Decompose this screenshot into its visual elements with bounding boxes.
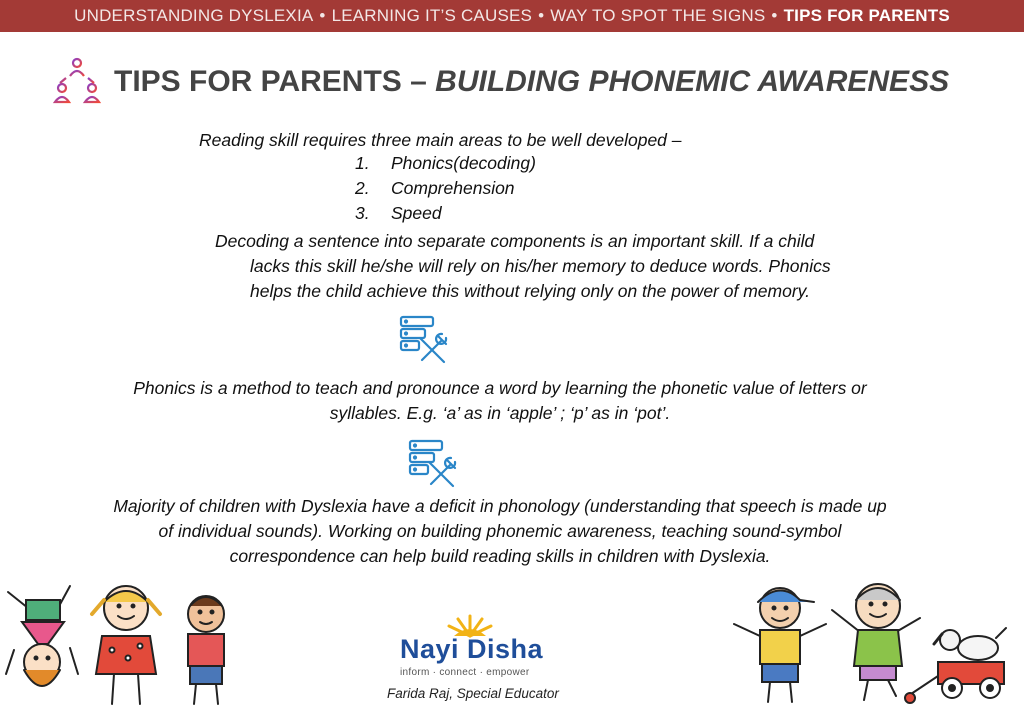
list-item [355,153,536,174]
nav-item-spot-signs[interactable]: WAY TO SPOT THE SIGNS [550,6,766,25]
page-title-row [52,52,949,112]
server-tools-icon [398,314,448,364]
nav-separator: • [771,6,778,25]
page-title-plain: TIPS FOR PARENTS – [114,65,436,98]
children-illustration-left [0,578,245,709]
nav-separator: • [319,6,326,25]
decoding-line-1: Decoding a sentence into separate components is an important skill. If a child [215,231,815,251]
list-item [355,203,442,224]
list-text: Speed [391,203,442,223]
dyslexia-line-3: correspondence can help build reading skills in children with Dyslexia. [229,546,771,566]
dyslexia-line-2: of individual sounds). Working on building phonemic awareness, teaching sound-symbol [158,521,842,541]
list-text: Comprehension [391,178,515,198]
phonics-line-2: syllables. E.g. ‘a’ as in ‘apple’ ; ‘p’ as in ‘pot’. [329,403,671,423]
nav-item-understanding-dyslexia[interactable]: UNDERSTANDING DYSLEXIA [74,6,314,25]
page-title [114,65,949,99]
intro-text: Reading skill requires three main areas to be well developed – [199,130,682,150]
list-number: 3. [355,203,370,223]
decoding-line-3: helps the child achieve this without relying only on the power of memory. [250,281,810,301]
list-text: Phonics(decoding) [391,153,536,173]
author-credit: Farida Raj, Special Educator [387,686,559,701]
dyslexia-line-1: Majority of children with Dyslexia have a deficit in phonology (understanding that speech is made up [113,496,887,516]
server-tools-icon [407,438,457,488]
list-number: 2. [355,178,370,198]
list-number: 1. [355,153,370,173]
top-nav-bar [0,0,1024,32]
nav-item-tips-for-parents[interactable]: TIPS FOR PARENTS [783,6,950,25]
nav-item-learning-causes[interactable]: LEARNING IT’S CAUSES [331,6,533,25]
children-illustration-right [728,576,1020,709]
nayi-disha-logo [398,612,558,682]
brand-tagline: inform · connect · empower [400,667,530,678]
page-title-italic: BUILDING PHONEMIC AWARENESS [435,65,950,98]
brand-name: Nayi Disha [400,634,544,664]
decoding-line-2: lacks this skill he/she will rely on his/her memory to deduce words. Phonics [250,256,831,276]
phonics-line-1: Phonics is a method to teach and pronounce a word by learning the phonetic value of letters or [133,378,867,398]
list-item [355,178,515,199]
family-people-icon [52,56,102,108]
nav-separator: • [538,6,545,25]
